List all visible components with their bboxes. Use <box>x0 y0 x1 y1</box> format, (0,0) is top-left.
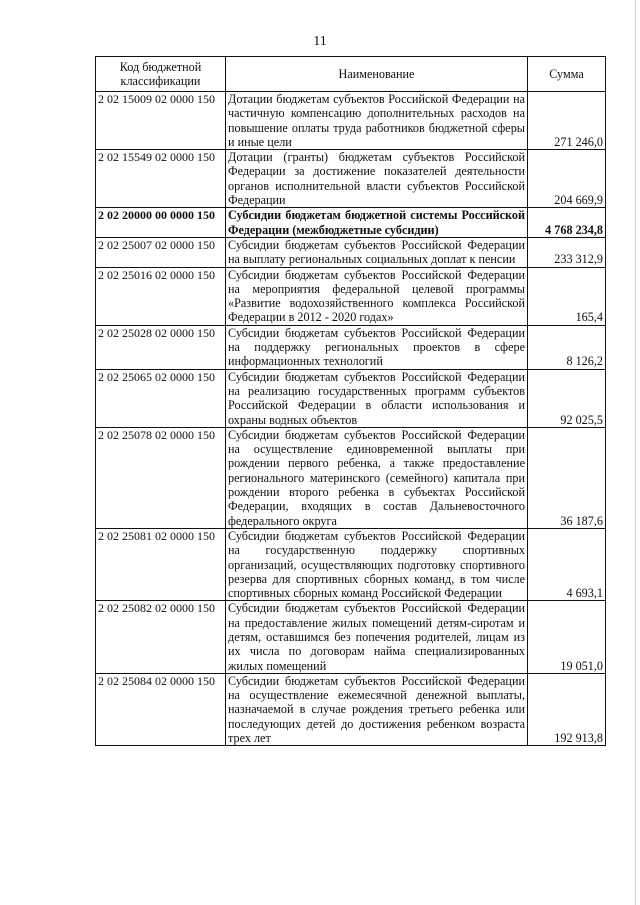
item-name: Субсидии бюджетам субъектов Российской Федерации на предоставление жилых помещений детям-сиротам и детям, оставшимся без попечения родителей, лицам из их числа по договорам найма специализированных жилых помещений <box>226 601 528 673</box>
table-row <box>96 92 606 150</box>
table-row <box>96 267 606 325</box>
table-row <box>96 528 606 600</box>
item-name: Субсидии бюджетам субъектов Российской Федерации на осуществление единовременной выплаты при рождении первого ребенка, а также предоставление регионального материнского (семейного) капитала при рождении второго ребенка в субъектах Российской Федерации, входящих в состав Дальневосточного федерального округа <box>226 427 528 528</box>
table-row <box>96 673 606 745</box>
table-row <box>96 369 606 427</box>
item-name: Субсидии бюджетам субъектов Российской Федерации на мероприятия федеральной целевой программы «Развитие водохозяйственного комплекса Российской Федерации в 2012 - 2020 годах» <box>226 267 528 325</box>
item-name: Субсидии бюджетам субъектов Российской Федерации на осуществление ежемесячной денежной выплаты, назначаемой в случае рождения третьего ребенка или последующих детей до достижения ребенком возраста трех лет <box>226 673 528 745</box>
header-code: Код бюджетной классификации <box>96 57 226 92</box>
item-sum: 271 246,0 <box>528 92 606 150</box>
item-name: Дотации бюджетам субъектов Российской Федерации на частичную компенсацию дополнительных расходов на повышение оплаты труда работников бюджетной сферы и иные цели <box>226 92 528 150</box>
page-number: 11 <box>313 34 327 49</box>
budget-code: 2 02 15009 02 0000 150 <box>96 92 226 150</box>
budget-code: 2 02 20000 00 0000 150 <box>96 208 226 238</box>
item-sum: 165,4 <box>528 267 606 325</box>
table-row-section <box>96 208 606 238</box>
item-sum: 233 312,9 <box>528 237 606 267</box>
item-sum: 36 187,6 <box>528 427 606 528</box>
table-body <box>96 92 606 746</box>
item-name: Субсидии бюджетам субъектов Российской Федерации на выплату региональных социальных доплат к пенсии <box>226 237 528 267</box>
item-sum: 19 051,0 <box>528 601 606 673</box>
budget-code: 2 02 25078 02 0000 150 <box>96 427 226 528</box>
table-row <box>96 237 606 267</box>
budget-code: 2 02 25016 02 0000 150 <box>96 267 226 325</box>
item-sum: 4 768 234,8 <box>528 208 606 238</box>
item-name: Субсидии бюджетам субъектов Российской Федерации на реализацию государственных программ субъектов Российской Федерации в области использования и охраны водных объектов <box>226 369 528 427</box>
item-sum: 8 126,2 <box>528 325 606 369</box>
budget-code: 2 02 25081 02 0000 150 <box>96 528 226 600</box>
page-edge-line <box>635 0 636 905</box>
table-row <box>96 427 606 528</box>
header-name: Наименование <box>226 57 528 92</box>
item-sum: 192 913,8 <box>528 673 606 745</box>
table-row <box>96 325 606 369</box>
budget-code: 2 02 25007 02 0000 150 <box>96 237 226 267</box>
budget-code: 2 02 25082 02 0000 150 <box>96 601 226 673</box>
item-name: Дотации (гранты) бюджетам субъектов Российской Федерации за достижение показателей деятельности органов исполнительной власти субъектов Российской Федерации <box>226 150 528 208</box>
budget-code: 2 02 15549 02 0000 150 <box>96 150 226 208</box>
item-name: Субсидии бюджетам бюджетной системы Российской Федерации (межбюджетные субсидии) <box>226 208 528 238</box>
table-header-row <box>96 57 606 92</box>
budget-code: 2 02 25084 02 0000 150 <box>96 673 226 745</box>
item-name: Субсидии бюджетам субъектов Российской Федерации на поддержку региональных проектов в сфере информационных технологий <box>226 325 528 369</box>
budget-code: 2 02 25028 02 0000 150 <box>96 325 226 369</box>
budget-code: 2 02 25065 02 0000 150 <box>96 369 226 427</box>
table-row <box>96 601 606 673</box>
item-sum: 92 025,5 <box>528 369 606 427</box>
header-sum: Сумма <box>528 57 606 92</box>
item-sum: 4 693,1 <box>528 528 606 600</box>
item-sum: 204 669,9 <box>528 150 606 208</box>
table-row <box>96 150 606 208</box>
budget-table <box>95 56 606 746</box>
item-name: Субсидии бюджетам субъектов Российской Федерации на государственную поддержку спортивных организаций, осуществляющих подготовку спортивного резерва для спортивных сборных команд, в том числе спортивных сборных команд Российской Федерации <box>226 528 528 600</box>
